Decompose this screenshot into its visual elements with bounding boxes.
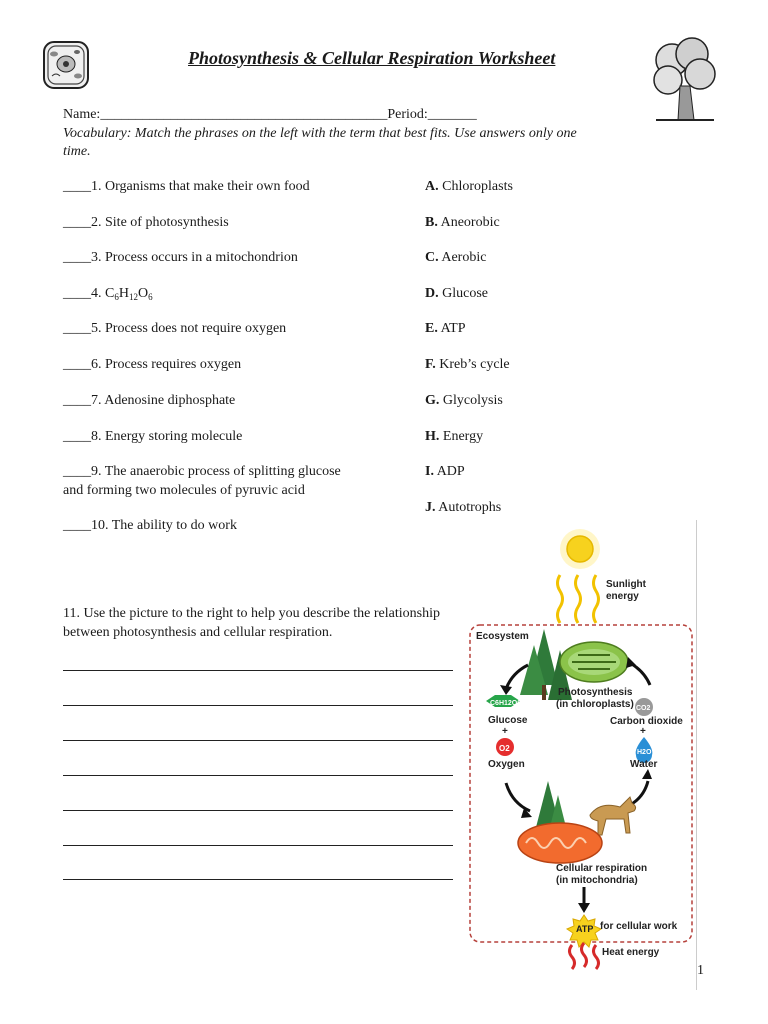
name-period-line [63, 106, 477, 123]
instructions-line-2: time. [63, 144, 91, 159]
page-number: 1 [697, 963, 704, 978]
heat-energy-label: Heat energy [602, 947, 660, 958]
h2o-label: H2O [637, 749, 652, 756]
photosynthesis-respiration-diagram [460, 525, 696, 980]
name-label: Name: [63, 107, 101, 122]
question-9: ____9. The anaerobic process of splitting glucose [63, 464, 341, 479]
answer-line-5[interactable] [63, 810, 453, 811]
answer-e: E. ATP [425, 321, 466, 336]
page-margin-line [696, 520, 697, 990]
sunlight-label: Sunlight [606, 579, 646, 590]
name-blank: _________________________________________ [100, 107, 388, 122]
period-label: Period: [387, 107, 428, 122]
answer-line-1[interactable] [63, 670, 453, 671]
tree-clipart [650, 36, 720, 124]
question-4: ____4. $C_6H_{12}O_6$ [63, 286, 153, 302]
answer-g: G. Glycolysis [425, 393, 503, 408]
answer-b: B. Aneorobic [425, 215, 500, 230]
question-8: ____8. Energy storing molecule [63, 429, 243, 444]
ecosystem-label: Ecosystem [476, 631, 529, 642]
question-5: ____5. Process does not require oxygen [63, 321, 287, 336]
question-6: ____6. Process requires oxygen [63, 357, 242, 372]
question-1: ____1. Organisms that make their own food [63, 179, 310, 194]
arrowhead-down [578, 903, 590, 913]
question-9-continued: and forming two molecules of pyruvic acid [63, 483, 305, 498]
in-chloroplasts-label: (in chloroplasts) [556, 699, 634, 710]
period-blank: _______ [427, 107, 477, 122]
oxygen-label: Oxygen [488, 759, 525, 770]
plus-left-1: + [502, 726, 508, 737]
glucose-formula: C6H12O6 [490, 700, 522, 707]
worksheet-title: Photosynthesis & Cellular Respiration Worksheet [188, 48, 556, 68]
question-7: ____7. Adenosine diphosphate [63, 393, 236, 408]
mitochondrion-icon [518, 823, 602, 863]
answer-i: I. ADP [425, 464, 465, 479]
heat-waves-icon [570, 943, 599, 969]
arrow-left-bottom [506, 783, 530, 811]
answer-f: F. Kreb’s cycle [425, 357, 510, 372]
glucose-label: Glucose [488, 715, 528, 726]
arrowhead-right-bottom [642, 769, 652, 779]
carbon-dioxide-label: Carbon dioxide [610, 716, 683, 727]
arrow-right-bottom [630, 781, 648, 805]
sun-icon [560, 529, 600, 569]
question-10: ____10. The ability to do work [63, 518, 237, 533]
answer-line-6[interactable] [63, 845, 453, 846]
in-mitochondria-label: (in mitochondria) [556, 875, 638, 886]
question-11-line-1: 11. Use the picture to the right to help you describe the relationship [63, 606, 440, 621]
chloroplast-icon [560, 642, 628, 682]
atp-label: ATP [576, 924, 594, 934]
co2-label: CO2 [636, 705, 651, 712]
sunlight-waves-icon [558, 575, 599, 623]
plant-cell-clipart [40, 36, 94, 92]
question-11-line-2: between photosynthesis and cellular respiration. [63, 625, 333, 640]
question-3: ____3. Process occurs in a mitochondrion [63, 250, 298, 265]
answer-line-3[interactable] [63, 740, 453, 741]
energy-label: energy [606, 591, 639, 602]
answer-j: J. Autotrophs [425, 500, 502, 515]
o2-label: O2 [499, 744, 510, 753]
instructions-line-1: Vocabulary: Match the phrases on the left with the term that best fits. Use answers only one [63, 126, 577, 141]
answer-line-7[interactable] [63, 879, 453, 880]
for-cellular-work-label: for cellular work [600, 921, 678, 932]
water-label: Water [630, 759, 658, 770]
photosynthesis-label: Photosynthesis [558, 687, 633, 698]
answer-h: H. Energy [425, 429, 484, 444]
arrowhead-left-top [500, 685, 512, 695]
answer-a: A. Chloroplasts [425, 179, 513, 194]
plus-right: + [640, 726, 646, 737]
cellular-respiration-label: Cellular respiration [556, 863, 648, 874]
answer-c: C. Aerobic [425, 250, 487, 265]
answer-d: D. Glucose [425, 286, 489, 301]
arrow-right-top [630, 663, 650, 685]
question-2: ____2. Site of photosynthesis [63, 215, 229, 230]
answer-line-2[interactable] [63, 705, 453, 706]
coyote-icon [590, 797, 636, 835]
answer-line-4[interactable] [63, 775, 453, 776]
